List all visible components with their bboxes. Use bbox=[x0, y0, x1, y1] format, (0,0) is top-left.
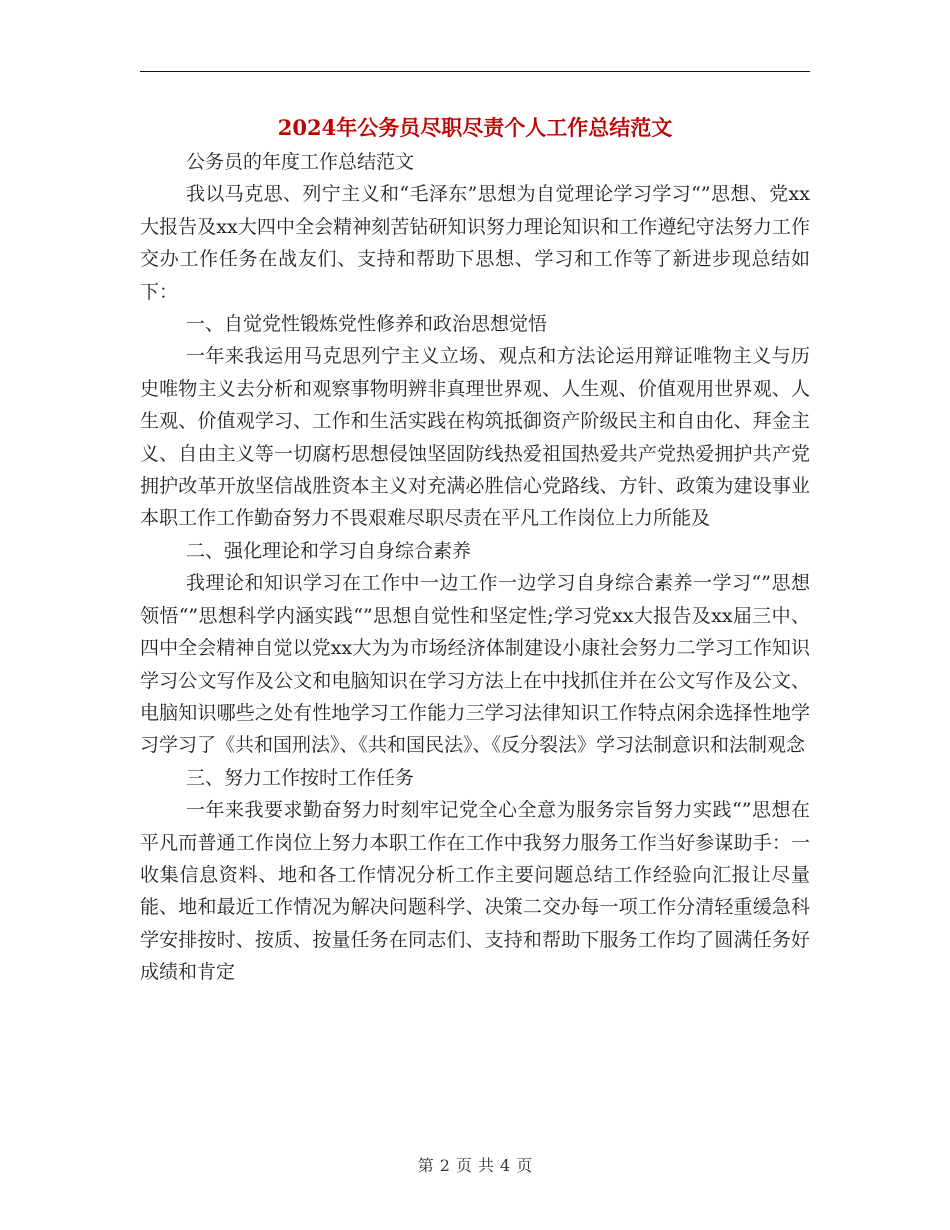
paragraph-intro: 我以马克思、列宁主义和“毛泽东”思想为自觉理论学习学习“”思想、党xx大报告及xx大四中全会精神刻苦钻研知识努力理论知识和工作遵纪守法努力工作交办工作任务在战友们、支持和帮助下思想、学习和工作等了新进步现总结如下： bbox=[140, 183, 810, 303]
footer-label-page-unit: 页 bbox=[455, 1156, 472, 1175]
page-number-footer bbox=[0, 1154, 950, 1178]
section-heading-3: 三、努力工作按时工作任务 bbox=[186, 766, 415, 789]
paragraph-section-3: 一年来我要求勤奋努力时刻牢记党全心全意为服务宗旨努力实践“”思想在平凡而普通工作岗位上努力本职工作在工作中我努力服务工作当好参谋助手：一收集信息资料、地和各工作情况分析工作主要问题总结工作经验向汇报让尽量能、地和最近工作情况为解决问题科学、决策二交办每一项工作分清轻重缓急科学安排按时、按质、按量任务在同志们、支持和帮助下服务工作均了圆满任务好成绩和肯定 bbox=[140, 799, 810, 984]
footer-label-total: 共 bbox=[478, 1156, 495, 1175]
footer-current-page: 2 bbox=[439, 1156, 450, 1175]
footer-label-page: 第 bbox=[417, 1156, 434, 1175]
document-title: 2024年公务员尽职尽责个人工作总结范文 bbox=[277, 115, 673, 140]
section-heading-1: 一、自觉党性锻炼党性修养和政治思想觉悟 bbox=[186, 313, 548, 336]
document-body bbox=[140, 146, 810, 989]
section-heading-2: 二、强化理论和学习自身综合素养 bbox=[186, 539, 472, 562]
paragraph-section-2: 我理论和知识学习在工作中一边工作一边学习自身综合素养一学习“”思想领悟“”思想科学内涵实践“”思想自觉性和坚定性;学习党xx大报告及xx届三中、四中全会精神自觉以党xx大为为市场经济体制建设小康社会努力二学习工作知识学习公文写作及公文和电脑知识在学习方法上在中找抓住并在公文写作及公文、电脑知识哪些之处有性地学习工作能力三学习法律知识工作特点闲余选择性地学习学习了《共和国刑法》、《共和国民法》、《反分裂法》学习法制意识和法制观念 bbox=[140, 572, 810, 757]
header-rule bbox=[140, 71, 810, 72]
paragraph-subtitle: 公务员的年度工作总结范文 bbox=[186, 151, 415, 173]
footer-label-total-unit: 页 bbox=[516, 1156, 533, 1175]
paragraph-section-1: 一年来我运用马克思列宁主义立场、观点和方法论运用辩证唯物主义与历史唯物主义去分析和观察事物明辨非真理世界观、人生观、价值观用世界观、人生观、价值观学习、工作和生活实践在构筑抵御资产阶级民主和自由化、拜金主义、自由主义等一切腐朽思想侵蚀坚固防线热爱祖国热爱共产党热爱拥护共产党拥护改革开放坚信战胜资本主义对充满必胜信心党路线、方针、政策为建设事业本职工作工作勤奋努力不畏艰难尽职尽责在平凡工作岗位上力所能及 bbox=[140, 345, 810, 530]
footer-total-pages: 4 bbox=[500, 1156, 511, 1175]
